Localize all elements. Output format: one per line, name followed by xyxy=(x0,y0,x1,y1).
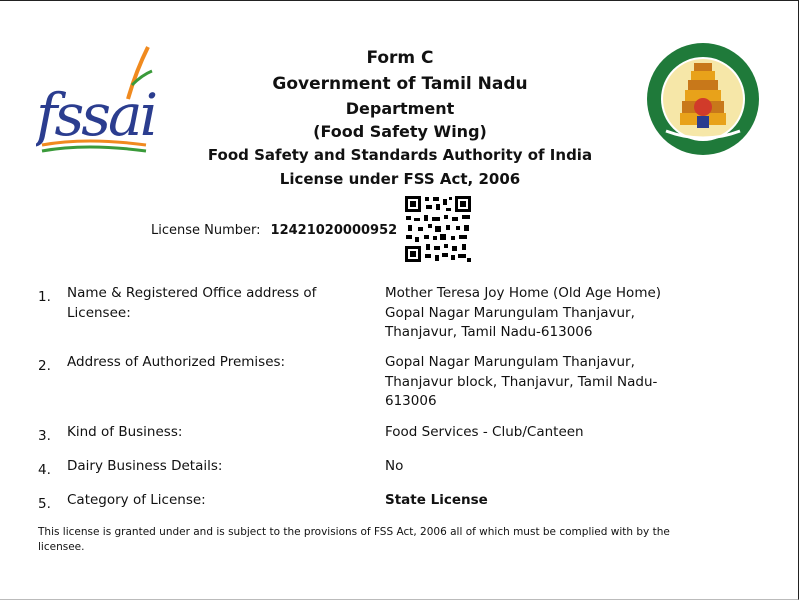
footer-note: This license is granted under and is subject to the provisions of FSS Act, 2006 all of which must be complied with by the licensee. xyxy=(38,526,670,553)
form-title: Form C xyxy=(366,48,434,68)
item-number: 4. xyxy=(38,462,51,478)
item-label: Category of License: xyxy=(67,492,206,508)
wing-title: (Food Safety Wing) xyxy=(313,122,487,141)
item-number: 2. xyxy=(38,358,51,374)
department-title: Department xyxy=(345,99,455,118)
license-number-value: 12421020000952 xyxy=(270,223,398,238)
item-value: State License xyxy=(385,492,488,508)
item-label: Dairy Business Details: xyxy=(67,458,223,474)
item-label: Kind of Business: xyxy=(67,424,183,440)
item-value: Gopal Nagar Marungulam Thanjavur, Thanjavur block, Thanjavur, Tamil Nadu-613006 xyxy=(385,354,658,409)
act-title: License under FSS Act, 2006 xyxy=(279,170,521,188)
government-title: Government of Tamil Nadu xyxy=(272,74,528,94)
item-number: 5. xyxy=(38,496,51,512)
tamil-nadu-emblem xyxy=(644,41,762,157)
qr-code-icon xyxy=(404,195,472,263)
item-value: No xyxy=(385,458,404,474)
authority-title: Food Safety and Standards Authority of India xyxy=(207,146,593,164)
item-number: 1. xyxy=(38,289,51,305)
fssai-logo xyxy=(36,41,156,159)
item-value: Mother Teresa Joy Home (Old Age Home) Gopal Nagar Marungulam Thanjavur, Thanjavur, Tamil Nadu-613006 xyxy=(385,285,662,340)
license-number-row xyxy=(151,223,397,238)
item-label: Name & Registered Office address of Licensee: xyxy=(67,285,317,321)
document-header xyxy=(170,45,630,191)
item-number: 3. xyxy=(38,428,51,444)
item-label: Address of Authorized Premises: xyxy=(67,354,286,370)
license-number-label: License Number: xyxy=(151,223,261,238)
svg-text:fssai: fssai xyxy=(36,81,156,149)
item-value: Food Services - Club/Canteen xyxy=(385,424,584,440)
